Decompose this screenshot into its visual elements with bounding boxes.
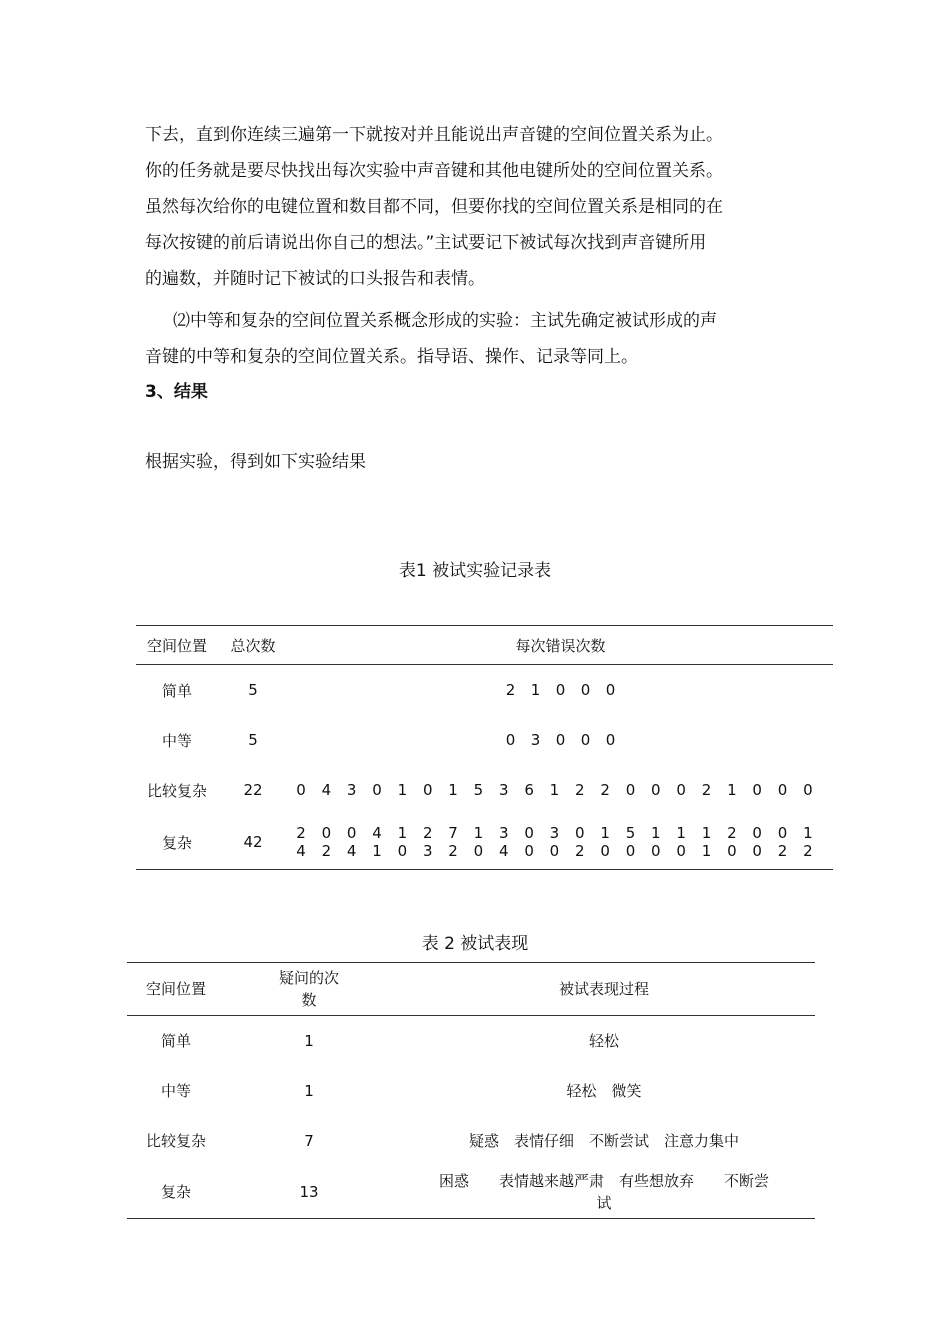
table-row <box>136 665 833 716</box>
performance-line: 疑惑 表情仔细 不断尝试 注意力集中 <box>468 1132 739 1150</box>
error-count: 2 <box>803 842 813 860</box>
position-cell: 中等 <box>161 731 192 750</box>
error-count: 0 <box>346 824 357 842</box>
error-count: 0 <box>575 824 585 842</box>
error-count: 2 <box>777 842 788 860</box>
header-line: 数 <box>301 991 317 1009</box>
position-cell: 中等 <box>160 1082 191 1100</box>
error-count: 0 <box>524 842 534 860</box>
table-row <box>127 1166 815 1219</box>
error-count: 0 <box>803 781 813 799</box>
error-sequence <box>289 681 832 699</box>
section-heading: 3、结果 <box>145 382 208 402</box>
error-count: 0 <box>676 781 686 799</box>
total-cell: 42 <box>243 833 263 851</box>
text-line: 的遍数，并随时记下被试的口头报告和表情。 <box>145 269 485 289</box>
error-count: 5 <box>473 781 484 799</box>
error-count: 3 <box>422 842 433 860</box>
error-count: 1 <box>727 781 737 799</box>
experiment-record-table <box>136 625 833 870</box>
table-header-row <box>136 626 833 665</box>
error-count: 5 <box>625 824 636 842</box>
performance-text <box>414 1030 794 1052</box>
error-count: 0 <box>397 842 408 860</box>
error-count: 1 <box>701 842 712 860</box>
error-count: 1 <box>803 824 813 842</box>
error-count: 0 <box>580 731 591 749</box>
error-count: 1 <box>397 781 408 799</box>
error-count: 2 <box>448 842 458 860</box>
error-count: 4 <box>321 781 332 799</box>
performance-line: 轻松 微笑 <box>566 1082 642 1100</box>
error-count: 1 <box>549 781 560 799</box>
error-count: 0 <box>296 781 306 799</box>
error-count: 1 <box>473 824 484 842</box>
error-count: 0 <box>372 781 382 799</box>
error-count: 1 <box>448 781 458 799</box>
error-count: 1 <box>651 824 661 842</box>
position-cell: 比较复杂 <box>146 781 207 800</box>
performance-line: 困惑 表情越来越严肃 有些想放弃 不断尝 <box>438 1172 769 1190</box>
text-line: 音键的中等和复杂的空间位置关系。指导语、操作、记录等同上。 <box>145 347 638 367</box>
error-count: 4 <box>498 842 509 860</box>
error-count: 0 <box>321 824 332 842</box>
performance-text <box>414 1130 794 1152</box>
errors-cell <box>288 665 833 716</box>
errors-cell <box>288 765 833 815</box>
error-count: 2 <box>727 824 737 842</box>
error-count: 1 <box>372 842 382 860</box>
error-count: 0 <box>727 842 737 860</box>
error-count: 0 <box>605 731 616 749</box>
position-cell: 简单 <box>160 1032 191 1050</box>
error-count: 0 <box>625 842 636 860</box>
error-count: 0 <box>752 781 762 799</box>
error-sequence <box>289 781 832 799</box>
error-count: 0 <box>555 681 566 699</box>
procedure-paragraph <box>145 303 825 375</box>
performance-text <box>414 1080 794 1102</box>
errors-cell <box>288 815 833 870</box>
error-count: 0 <box>651 781 661 799</box>
error-count: 4 <box>346 842 357 860</box>
question-count-cell: 1 <box>304 1032 314 1050</box>
error-count: 0 <box>422 781 433 799</box>
subject-performance-table <box>127 962 815 1219</box>
error-count: 0 <box>777 824 788 842</box>
error-count: 0 <box>555 731 566 749</box>
error-count: 0 <box>752 842 762 860</box>
table-row <box>127 1066 815 1116</box>
total-cell: 5 <box>248 681 258 699</box>
column-header: 每次错误次数 <box>288 626 833 665</box>
question-count-cell: 1 <box>304 1082 314 1100</box>
performance-cell <box>393 1016 815 1067</box>
performance-text <box>414 1170 794 1214</box>
total-cell: 22 <box>243 781 263 799</box>
performance-cell <box>393 1166 815 1219</box>
text-line: 每次按键的前后请说出你自己的想法。”主试要记下被试每次找到声音键所用 <box>145 233 707 253</box>
error-count: 0 <box>473 842 484 860</box>
error-count: 2 <box>422 824 433 842</box>
error-count: 0 <box>549 842 560 860</box>
column-header: 空间位置 <box>127 963 225 1016</box>
error-count: 0 <box>580 681 591 699</box>
performance-cell <box>393 1066 815 1116</box>
table2-caption: 表 2 被试表现 <box>421 934 529 954</box>
error-count: 1 <box>676 824 686 842</box>
error-count: 1 <box>600 824 610 842</box>
results-text: 根据实验，得到如下实验结果 <box>145 452 366 472</box>
error-count: 0 <box>505 731 516 749</box>
text-line: 虽然每次给你的电键位置和数目都不同，但要你找的空间位置关系是相同的在 <box>145 197 723 217</box>
performance-line: 试 <box>596 1194 612 1212</box>
error-count: 0 <box>676 842 686 860</box>
performance-cell <box>393 1116 815 1166</box>
error-sequence <box>289 731 832 749</box>
performance-line: 轻松 <box>588 1032 619 1050</box>
position-cell: 复杂 <box>160 1183 191 1201</box>
error-count: 2 <box>505 681 516 699</box>
error-count: 3 <box>549 824 560 842</box>
total-cell: 5 <box>248 731 258 749</box>
column-header: 总次数 <box>218 626 288 665</box>
error-count: 3 <box>346 781 357 799</box>
error-count: 1 <box>397 824 408 842</box>
error-sequence <box>289 842 832 860</box>
error-count: 2 <box>575 781 585 799</box>
error-count: 1 <box>701 824 712 842</box>
table-row <box>136 765 833 815</box>
error-count: 4 <box>372 824 382 842</box>
header-line: 疑问的次 <box>278 969 339 987</box>
column-header <box>225 963 393 1016</box>
position-cell: 简单 <box>161 681 192 700</box>
error-count: 7 <box>448 824 458 842</box>
position-cell: 复杂 <box>161 833 192 852</box>
error-count: 2 <box>600 781 610 799</box>
intro-paragraph <box>145 117 825 297</box>
errors-cell <box>288 715 833 765</box>
text-line: ⑵中等和复杂的空间位置关系概念形成的实验：主试先确定被试形成的声 <box>173 311 717 331</box>
error-count: 2 <box>296 824 306 842</box>
text-line: 下去，直到你连续三遍第一下就按对并且能说出声音键的空间位置关系为止。 <box>145 125 723 145</box>
table-header-row <box>127 963 815 1016</box>
table-row <box>127 1016 815 1067</box>
error-count: 0 <box>752 824 762 842</box>
table1-caption: 表1 被试实验记录表 <box>398 561 552 581</box>
position-cell: 比较复杂 <box>145 1132 206 1150</box>
error-count: 2 <box>321 842 332 860</box>
error-count: 0 <box>777 781 788 799</box>
error-sequence <box>289 824 832 842</box>
column-header: 被试表现过程 <box>393 963 815 1016</box>
error-count: 2 <box>575 842 585 860</box>
error-count: 3 <box>498 781 509 799</box>
error-count: 3 <box>530 731 541 749</box>
table-row <box>136 815 833 870</box>
error-count: 2 <box>701 781 712 799</box>
error-count: 6 <box>524 781 534 799</box>
error-count: 1 <box>530 681 541 699</box>
error-count: 0 <box>605 681 616 699</box>
error-count: 3 <box>498 824 509 842</box>
table-row <box>136 715 833 765</box>
text-line: 你的任务就是要尽快找出每次实验中声音键和其他电键所处的空间位置关系。 <box>145 161 723 181</box>
question-count-cell: 13 <box>299 1183 319 1201</box>
error-count: 0 <box>651 842 661 860</box>
error-count: 4 <box>296 842 306 860</box>
table-row <box>127 1116 815 1166</box>
question-count-cell: 7 <box>304 1132 314 1150</box>
error-count: 0 <box>524 824 534 842</box>
error-count: 0 <box>600 842 610 860</box>
column-header: 空间位置 <box>136 626 218 665</box>
error-count: 0 <box>625 781 636 799</box>
